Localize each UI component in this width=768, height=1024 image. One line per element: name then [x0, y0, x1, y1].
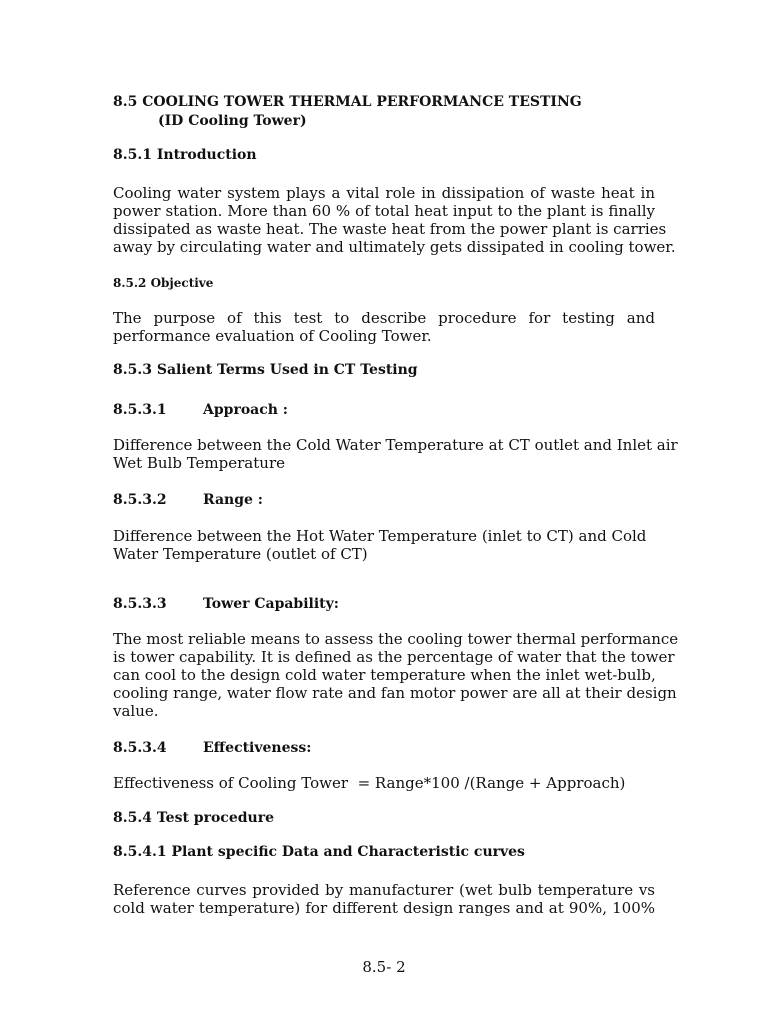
- capability-line: is tower capability. It is defined as the percentage of water that the tower: [113, 648, 675, 666]
- capability-number: 8.5.3.3: [113, 596, 167, 612]
- range-line: Difference between the Hot Water Temperature (inlet to CT) and Cold: [113, 527, 647, 545]
- range-label: Range :: [203, 492, 263, 508]
- range-line: Water Temperature (outlet of CT): [113, 545, 368, 563]
- intro-paragraph: [113, 184, 676, 256]
- effectiveness-number: 8.5.3.4: [113, 740, 167, 756]
- reference-line: cold water temperature) for different design ranges and at 90%, 100%: [113, 899, 655, 917]
- capability-heading: [113, 595, 339, 613]
- objective-paragraph: [113, 309, 655, 345]
- objective-heading: 8.5.2 Objective: [113, 276, 214, 290]
- reference-paragraph: [113, 881, 655, 917]
- capability-paragraph: [113, 630, 679, 720]
- salient-terms-heading: 8.5.3 Salient Terms Used in CT Testing: [113, 362, 418, 378]
- approach-line: Wet Bulb Temperature: [113, 454, 285, 472]
- intro-line: away by circulating water and ultimately gets dissipated in cooling tower.: [113, 238, 676, 256]
- effectiveness-heading: [113, 739, 311, 757]
- intro-heading: 8.5.1 Introduction: [113, 147, 257, 163]
- effectiveness-label: Effectiveness:: [203, 740, 312, 756]
- objective-line: performance evaluation of Cooling Tower.: [113, 327, 432, 345]
- capability-label: Tower Capability:: [203, 596, 339, 612]
- intro-line: Cooling water system plays a vital role in dissipation of waste heat in: [113, 184, 655, 202]
- approach-number: 8.5.3.1: [113, 402, 167, 418]
- approach-paragraph: [113, 436, 678, 472]
- intro-line: power station. More than 60 % of total heat input to the plant is finally: [113, 202, 655, 220]
- effectiveness-formula: Effectiveness of Cooling Tower = Range*100 /(Range + Approach): [113, 774, 626, 792]
- capability-line: cooling range, water flow rate and fan motor power are all at their design: [113, 684, 677, 702]
- approach-label: Approach :: [203, 402, 288, 418]
- main-title: 8.5 COOLING TOWER THERMAL PERFORMANCE TESTING: [113, 94, 582, 110]
- range-heading: [113, 491, 263, 509]
- capability-line: The most reliable means to assess the cooling tower thermal performance: [113, 630, 679, 648]
- range-number: 8.5.3.2: [113, 492, 167, 508]
- main-subtitle: (ID Cooling Tower): [158, 113, 307, 129]
- plant-data-heading: 8.5.4.1 Plant specific Data and Characteristic curves: [113, 844, 525, 860]
- intro-line: dissipated as waste heat. The waste heat from the power plant is carries: [113, 220, 667, 238]
- range-paragraph: [113, 527, 655, 563]
- capability-line: value.: [113, 702, 159, 720]
- objective-line: The purpose of this test to describe procedure for testing and: [113, 309, 655, 327]
- test-procedure-heading: 8.5.4 Test procedure: [113, 810, 274, 826]
- approach-line: Difference between the Cold Water Temperature at CT outlet and Inlet air: [113, 436, 678, 454]
- capability-line: can cool to the design cold water temperature when the inlet wet-bulb,: [113, 666, 656, 684]
- page-number: 8.5- 2: [362, 958, 406, 976]
- approach-heading: [113, 401, 288, 419]
- reference-line: Reference curves provided by manufacturer (wet bulb temperature vs: [113, 881, 655, 899]
